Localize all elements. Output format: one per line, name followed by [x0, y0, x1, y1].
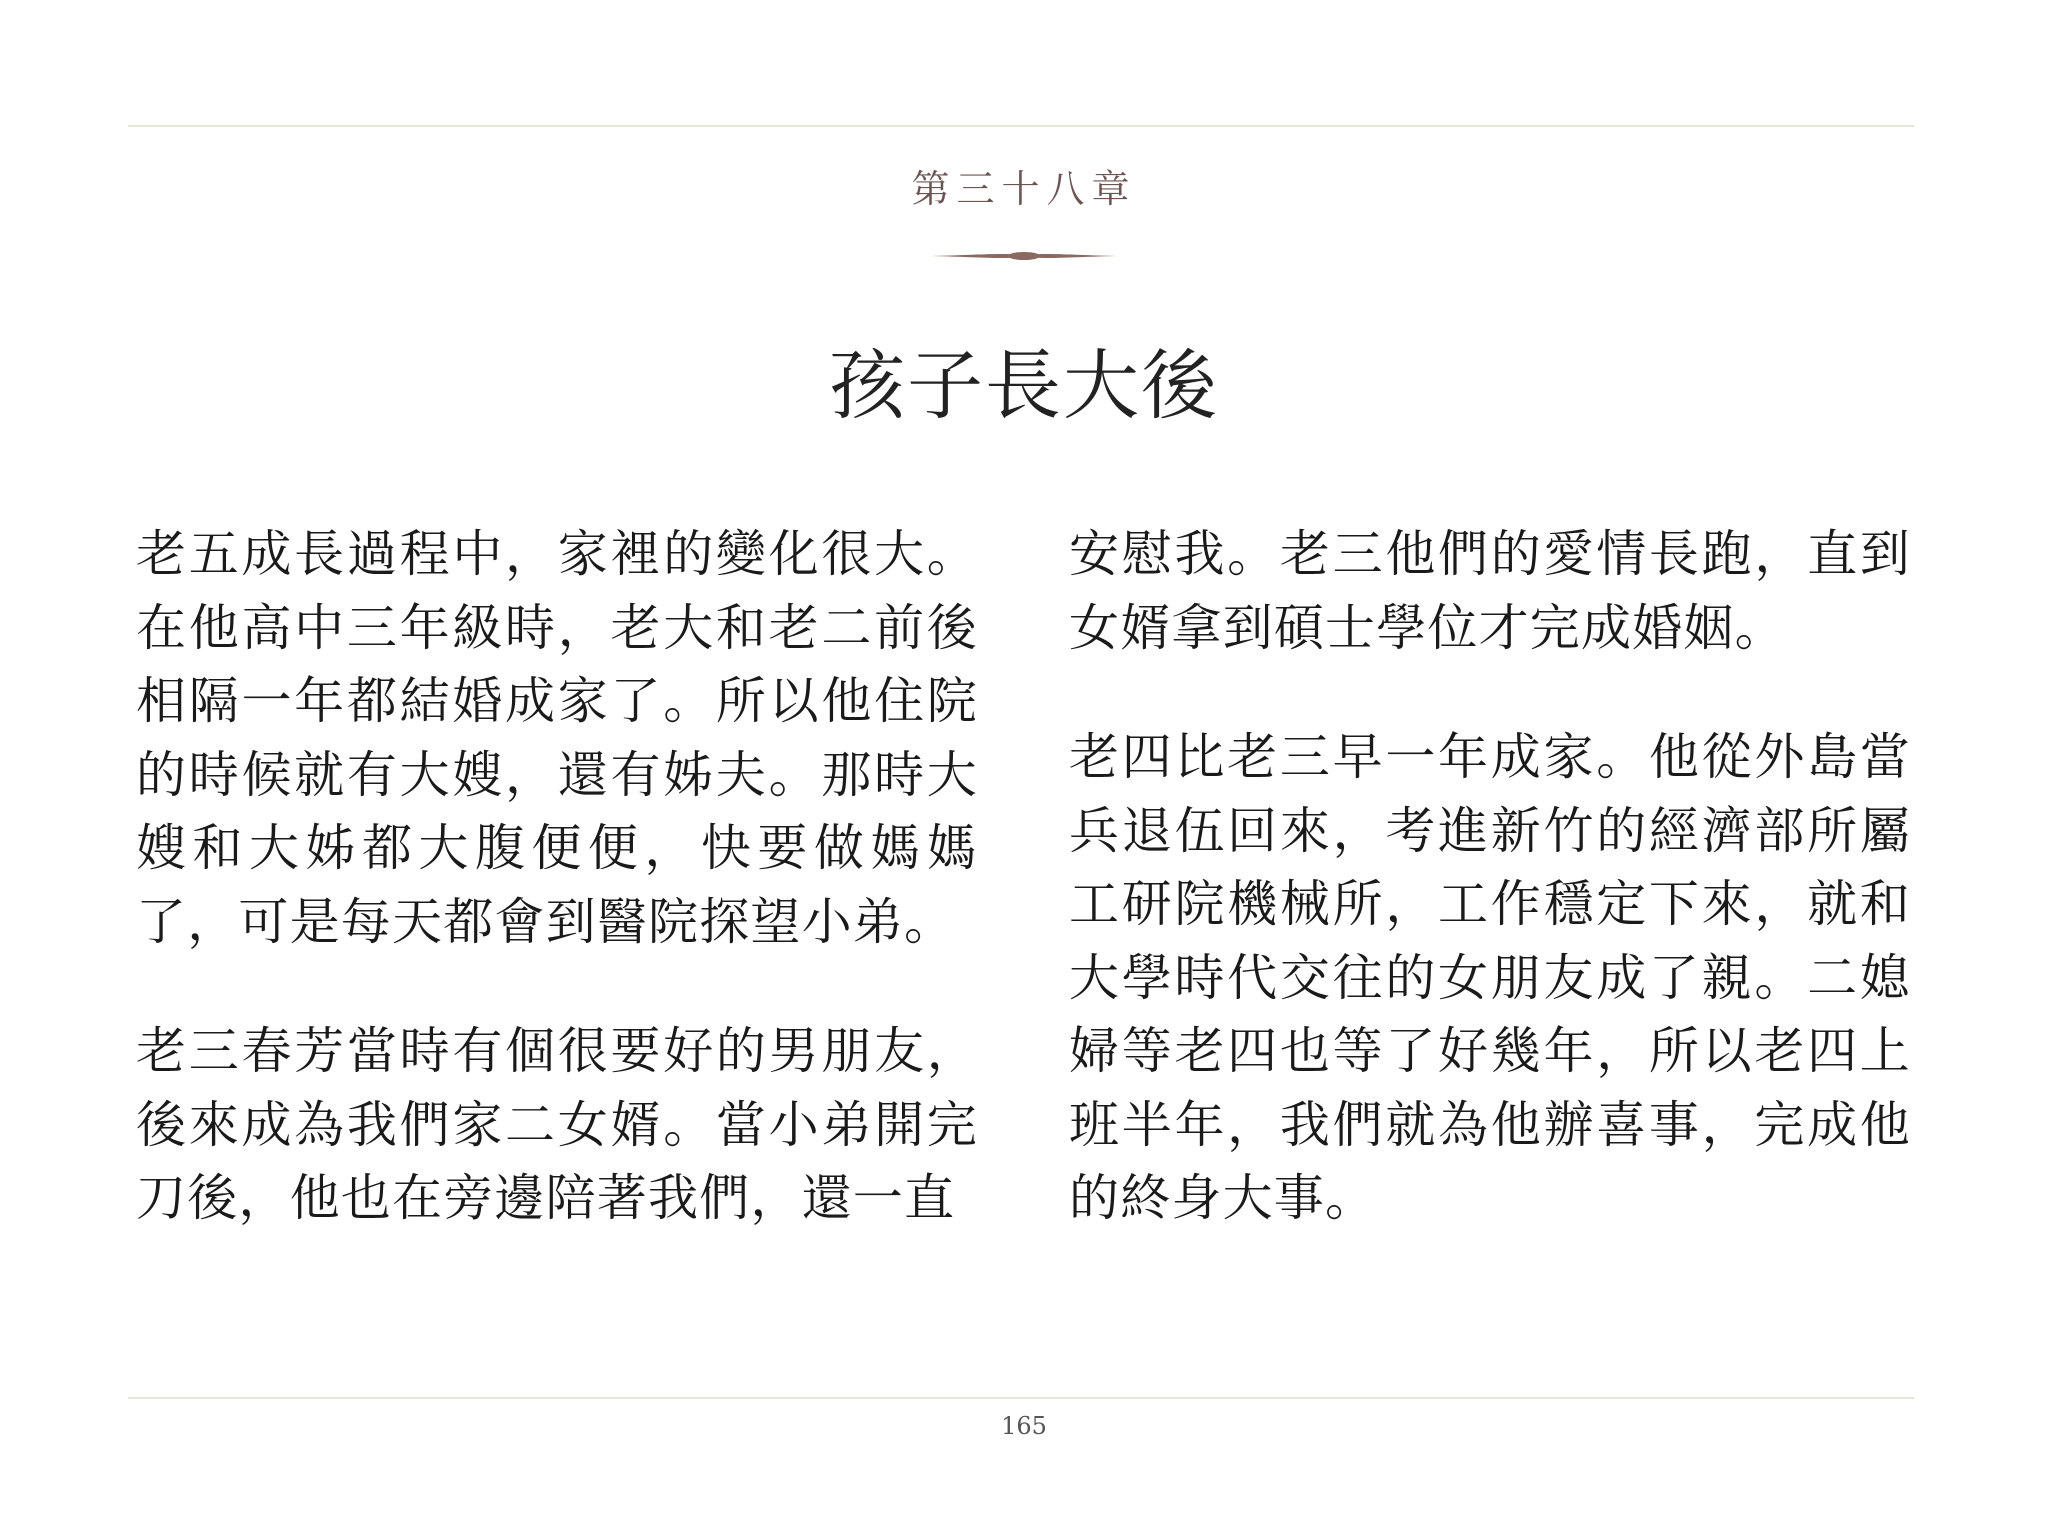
header-rule	[128, 125, 1914, 127]
text-column-left	[136, 518, 978, 1292]
chapter-number: 第三十八章	[911, 167, 1137, 211]
paragraph: 安慰我。老三他們的愛情長跑，直到女婿拿到碩士學位才完成婚姻。	[1069, 525, 1911, 657]
paragraph: 老四比老三早一年成家。他從外島當兵退伍回來，考進新竹的經濟部所屬工研院機械所，工作穩定下來，就和大學時代交往的女朋友成了親。二媳婦等老四也等了好幾年，所以老四上班半年，我們就為他辦喜事，完成他的終身大事。	[1069, 728, 1911, 1227]
text-column-right	[1069, 518, 1911, 1292]
page-number: 165	[1001, 1412, 1047, 1440]
chapter-title: 孩子長大後	[829, 341, 1219, 430]
paragraph: 老五成長過程中，家裡的變化很大。在他高中三年級時，老大和老二前後相隔一年都結婚成家了。所以他住院的時候就有大嫂，還有姊夫。那時大嫂和大姊都大腹便便，快要做媽媽了，可是每天都會到醫院探望小弟。	[136, 525, 978, 951]
ornament-divider-icon	[929, 244, 1119, 268]
paragraph: 老三春芳當時有個很要好的男朋友，後來成為我們家二女婿。當小弟開完刀後，他也在旁邊陪著我們，還一直	[136, 1022, 978, 1227]
footer-rule	[128, 1397, 1914, 1399]
